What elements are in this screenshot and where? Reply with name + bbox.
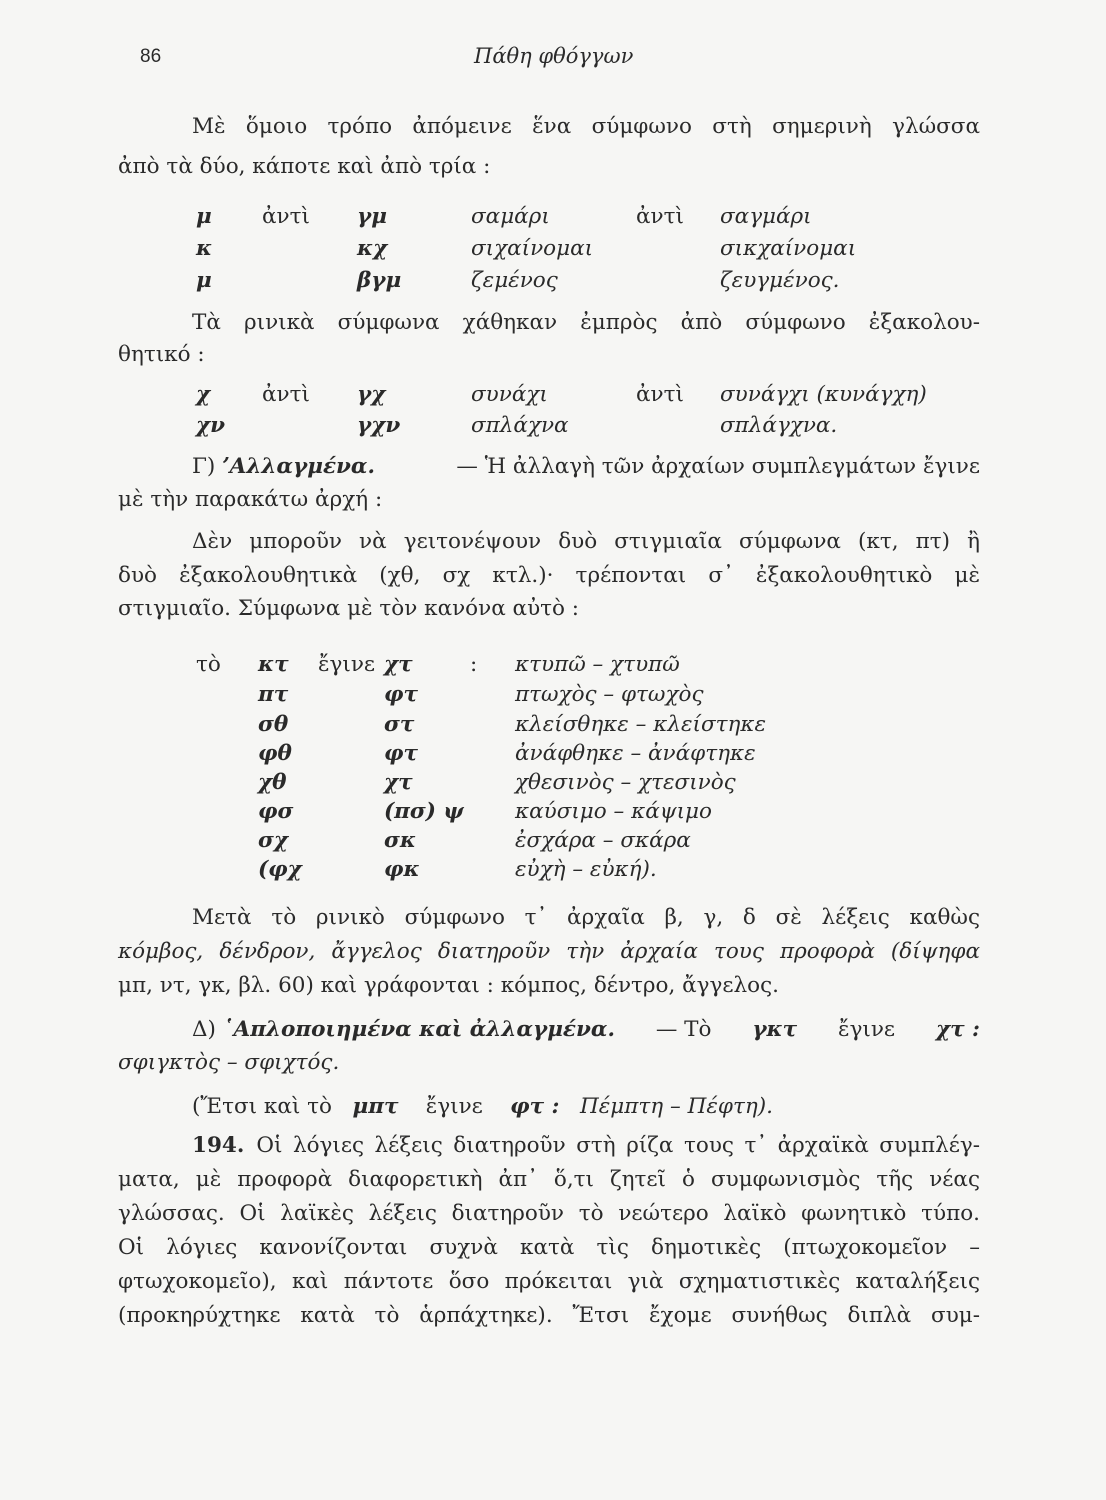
table-cell-example: κτυπῶ – χτυπῶ <box>515 652 680 677</box>
table-cell-new: χν <box>196 413 226 438</box>
table-cell-new: φτ <box>384 682 418 707</box>
table-cell-old: γχ <box>357 382 386 407</box>
etsi-text: (Ἔτσι καὶ τὸ <box>192 1094 332 1119</box>
table-cell-old: (φχ <box>258 857 302 882</box>
section-label: Γ) <box>192 454 216 479</box>
table-cell-old: σθ <box>258 712 289 737</box>
symbol-ft: φτ : <box>510 1094 560 1119</box>
table-cell-old: κτ <box>258 652 289 677</box>
table-cell-example: σπλάγχνα. <box>720 413 838 438</box>
paragraph-line: Δὲν μποροῦν νὰ γειτονέψουν δυὸ στιγμιαῖα σύμφωνα (κτ, πτ) ἢ <box>192 529 980 554</box>
table-cell-example: σπλάχνα <box>471 413 569 438</box>
table-cell-anti: ἀντὶ <box>262 382 310 407</box>
table-label-to: τὸ <box>196 652 221 677</box>
etsi-example: Πέμπτη – Πέφτη). <box>580 1094 773 1119</box>
paragraph-line: Οἱ λόγιες λέξεις διατηροῦν στὴ ρίζα τους τ᾽ ἀρχαϊκὰ συμπλέγ- <box>256 1133 980 1158</box>
table-cell-old: βγμ <box>357 268 402 293</box>
paragraph-line: ἀπὸ τὰ δύο, κάποτε καὶ ἀπὸ τρία : <box>118 154 491 179</box>
table-label-egine: ἔγινε <box>318 652 376 677</box>
table-cell-new: κ <box>196 236 213 261</box>
table-cell-old: γχν <box>357 413 401 438</box>
table-cell-new: (πσ) ψ <box>384 799 464 824</box>
page-number: 86 <box>140 46 162 67</box>
table-cell-example: εὐχὴ – εὐκή). <box>515 857 657 882</box>
table-cell-old: πτ <box>258 682 289 707</box>
paragraph-line: σφιγκτὸς – σφιχτός. <box>118 1050 340 1075</box>
table-cell-anti: ἀντὶ <box>636 204 684 229</box>
table-cell-new: μ <box>196 204 212 229</box>
table-cell-example: σαγμάρι <box>720 204 812 229</box>
table-cell-old: φθ <box>258 741 292 766</box>
section-g-heading <box>192 454 980 479</box>
paragraph-line: μὲ τὴν παρακάτω ἀρχή : <box>118 487 383 512</box>
etsi-text: ἔγινε <box>425 1094 483 1119</box>
paragraph-line: Οἱ λόγιες κανονίζονται συχνὰ κατὰ τὶς δημοτικὲς (πτωχοκομεῖον – <box>118 1235 980 1260</box>
table-cell-example: σαμάρι <box>471 204 550 229</box>
table-cell-example: καύσιμο – κάψιμο <box>515 799 712 824</box>
table-cell-old: γμ <box>357 204 387 229</box>
section-text: — Τὸ <box>655 1017 712 1042</box>
table-cell-example: ζευγμένος. <box>720 268 840 293</box>
paragraph-line: μπ, ντ, γκ, βλ. 60) καὶ γράφονται : κόμπος, δέντρο, ἄγγελος. <box>118 973 779 998</box>
table-cell-old: κχ <box>357 236 388 261</box>
table-cell-example: σικχαίνομαι <box>720 236 857 261</box>
table-cell-old: σχ <box>258 828 288 853</box>
table-cell-old: φσ <box>258 799 294 824</box>
table-label-colon: : <box>470 652 478 677</box>
paragraph-line: Μετὰ τὸ ρινικὸ σύμφωνο τ᾽ ἀρχαῖα β, γ, δ σὲ λέξεις καθὼς <box>192 905 980 930</box>
paragraph-194-first-line <box>192 1133 980 1158</box>
table-cell-example: συνάγχι (κυνάγχη) <box>720 382 927 407</box>
table-cell-new: χτ <box>384 770 413 795</box>
paragraph-line: φτωχοκομεῖο), καὶ πάντοτε ὅσο πρόκειται γιὰ σχηματιστικὲς καταλήξεις <box>118 1269 980 1294</box>
paragraph-line: κόμβος, δένδρον, ἄγγελος διατηροῦν τὴν ἀρχαία τους προφορὰ (δίψηφα <box>118 939 980 964</box>
section-text: ἔγινε <box>838 1017 896 1042</box>
etsi-line <box>192 1094 1054 1119</box>
paragraph-number: 194. <box>192 1133 245 1158</box>
section-label: Δ) <box>192 1017 216 1042</box>
paragraph-line: ματα, μὲ προφορὰ διαφορετικὴ ἀπ᾽ ὅ,τι ζητεῖ ὁ συμφωνισμὸς τῆς νέας <box>118 1167 980 1192</box>
paragraph-line: (προκηρύχτηκε κατὰ τὸ ἁρπάχτηκε). Ἔτσι ἔχομε συνήθως διπλὰ συμ- <box>118 1303 980 1328</box>
paragraph-line: θητικό : <box>118 342 205 367</box>
paragraph-line: στιγμιαῖο. Σύμφωνα μὲ τὸν κανόνα αὐτὸ : <box>118 596 580 621</box>
table-cell-new: χ <box>196 382 211 407</box>
table-cell-example: ζεμένος <box>471 268 558 293</box>
running-title: Πάθη φθόγγων <box>474 44 634 68</box>
table-cell-new: μ <box>196 268 212 293</box>
table-cell-new: σκ <box>384 828 416 853</box>
paragraph-line: Μὲ ὅμοιο τρόπο ἀπόμεινε ἕνα σύμφωνο στὴ σημερινὴ γλώσσα <box>192 114 980 139</box>
table-cell-new: φκ <box>384 857 420 882</box>
paragraph-line: Τὰ ρινικὰ σύμφωνα χάθηκαν ἐμπρὸς ἀπὸ σύμφωνο ἐξακολου- <box>192 310 980 335</box>
symbol-gkt: γκτ <box>752 1017 798 1042</box>
table-cell-old: χθ <box>258 770 287 795</box>
paragraph-line: γλώσσας. Οἱ λαϊκὲς λέξεις διατηροῦν τὸ νεώτερο λαϊκὸ φωνητικὸ τύπο. <box>118 1201 980 1226</box>
section-text: — Ἡ ἀλλαγὴ τῶν ἀρχαίων συμπλεγμάτων ἔγινε <box>456 454 980 479</box>
section-d-heading <box>192 1017 980 1042</box>
table-cell-example: ἐσχάρα – σκάρα <box>515 828 691 853</box>
section-title: ʼΑλλαγμένα. <box>222 454 375 479</box>
symbol-xt: χτ : <box>935 1017 980 1042</box>
table-cell-example: σιχαίνομαι <box>471 236 594 261</box>
table-cell-example: συνάχι <box>471 382 548 407</box>
table-cell-example: κλείσθηκε – κλείστηκε <box>515 712 767 737</box>
table-cell-new: φτ <box>384 741 418 766</box>
section-title: ῾Απλοποιημένα καὶ ἀλλαγμένα. <box>222 1017 615 1042</box>
table-cell-new: στ <box>384 712 415 737</box>
table-cell-example: χθεσινὸς – χτεσινὸς <box>515 770 736 795</box>
table-cell-anti: ἀντὶ <box>262 204 310 229</box>
table-cell-new: χτ <box>384 652 413 677</box>
table-cell-example: πτωχὸς – φτωχὸς <box>515 682 704 707</box>
table-cell-example: ἀνάφθηκε – ἀνάφτηκε <box>515 741 756 766</box>
paragraph-line: δυὸ ἐξακολουθητικὰ (χθ, σχ κτλ.)· τρέπονται σ᾽ ἐξακολουθητικὸ μὲ <box>118 563 980 588</box>
symbol-mpt: μπτ <box>352 1094 399 1119</box>
table-cell-anti: ἀντὶ <box>636 382 684 407</box>
